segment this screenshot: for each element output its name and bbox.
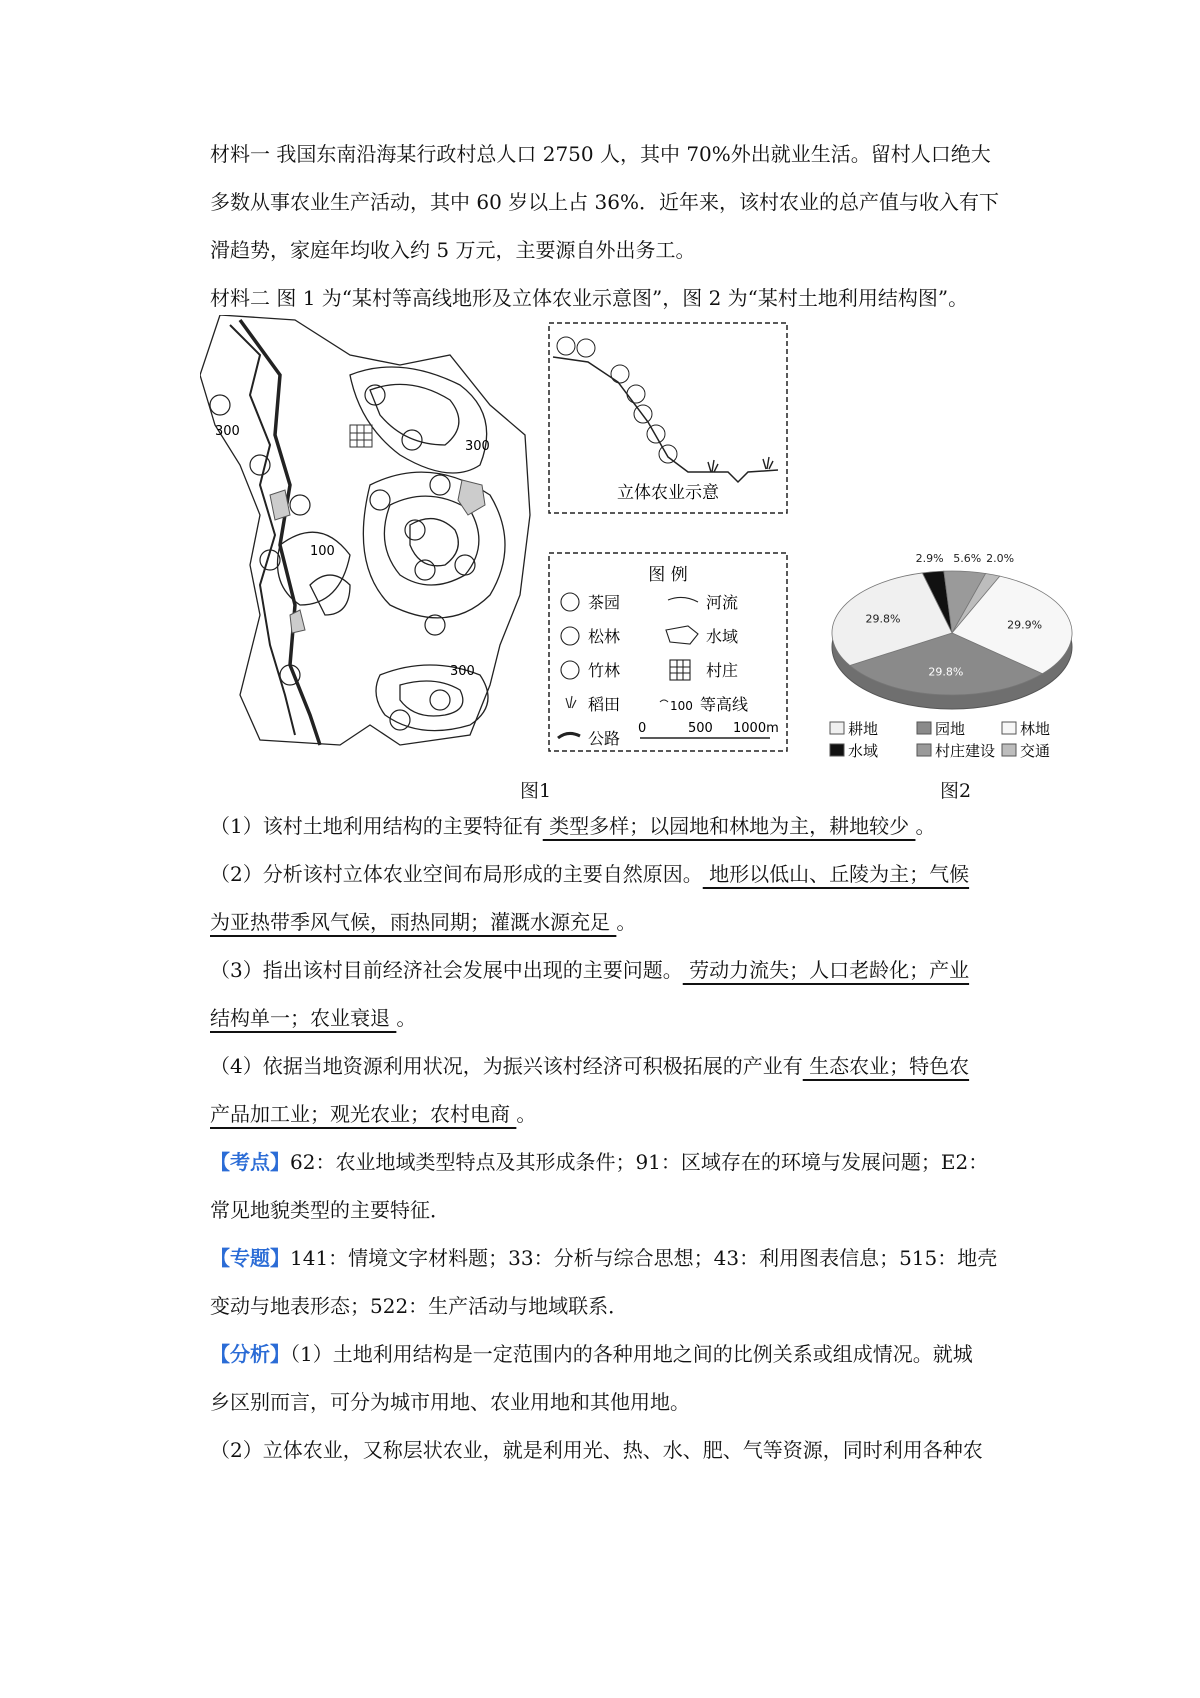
contour-label: 300: [215, 424, 240, 439]
material2-line1: 材料二 图 1 为“某村等高线地形及立体农业示意图”，图 2 为“某村土地利用结构图”。: [210, 286, 969, 310]
contour-label: 100: [310, 544, 335, 559]
pie-data-label: 29.8%: [865, 612, 901, 626]
pie-legend-swatch: [917, 744, 931, 756]
figure2-pie-chart: [822, 548, 1082, 778]
scale-label: 1000m: [733, 721, 779, 736]
material1-line3: 滑趋势，家庭年均收入约 5 万元，主要源自外出务工。: [210, 238, 696, 262]
legend-label: 河流: [706, 593, 739, 612]
kaodian-line2: 常见地貌类型的主要特征．: [210, 1198, 450, 1222]
pie-data-label: 5.6%: [953, 552, 982, 565]
pie-legend-label: 村庄建设: [935, 742, 996, 760]
pie-legend-label: 耕地: [848, 720, 879, 738]
fenxi-tag: 【分析】: [210, 1342, 290, 1366]
river-icon: [668, 597, 698, 602]
bamboo-forest-icon: [561, 661, 579, 679]
figure1-legend: [548, 552, 788, 752]
pie-legend-swatch: [830, 722, 844, 734]
question-2-line2: [210, 898, 1030, 946]
fenxi-line2: 乡区别而言，可分为城市用地、农业用地和其他用地。: [210, 1390, 690, 1414]
zhuanti-line1: [210, 1234, 1030, 1282]
figure1-profile: [548, 322, 788, 514]
legend-label: 竹林: [588, 661, 621, 680]
q3-end: 。: [396, 1006, 417, 1030]
tea-garden-icon: [561, 593, 579, 611]
legend-title: 图 例: [648, 565, 688, 585]
zhuanti-tag: 【专题】: [210, 1246, 290, 1270]
zhuanti-text: 141：情境文字材料题；33：分析与综合思想；43：利用图表信息；515：地壳: [290, 1246, 998, 1270]
question-3-line2: [210, 994, 1030, 1042]
question-4-line1: [210, 1042, 1030, 1090]
figure1-contour-map: [200, 315, 540, 755]
road-icon: [558, 733, 580, 738]
q4-prompt: （4）依据当地资源利用状况，为振兴该村经济可积极拓展的产业有: [210, 1054, 803, 1078]
pie-data-label: 29.9%: [1007, 618, 1043, 632]
legend-label: 公路: [588, 729, 621, 748]
fenxi-text: （1）土地利用结构是一定范围内的各种用地之间的比例关系或组成情况。就城: [290, 1342, 973, 1366]
scale-label: 500: [688, 721, 713, 736]
pie-legend-swatch: [1002, 722, 1016, 734]
contour-line-icon: [660, 700, 668, 702]
pie-data-label: 29.8%: [928, 665, 964, 679]
rice-field-icon: [566, 696, 576, 708]
pie-legend-label: 交通: [1020, 742, 1051, 760]
q4-end: 。: [516, 1102, 537, 1126]
pine-forest-icon: [561, 627, 579, 645]
pie-legend-swatch: [1002, 744, 1016, 756]
question-3-line1: [210, 946, 1030, 994]
contour-prefix: 100: [670, 699, 693, 713]
figure1-caption: 图1: [520, 780, 552, 802]
pie-legend-swatch: [830, 744, 844, 756]
legend-label: 茶园: [588, 593, 621, 612]
q2-end: 。: [616, 910, 637, 934]
village-icon: [670, 660, 690, 680]
q4-answer-part2: 产品加工业；观光农业；农村电商: [210, 1102, 517, 1126]
q3-prompt: （3）指出该村目前经济社会发展中出现的主要问题。: [210, 958, 683, 982]
profile-caption: 立体农业示意: [617, 483, 719, 503]
q2-prompt: （2）分析该村立体农业空间布局形成的主要自然原因。: [210, 862, 703, 886]
fenxi-line1: [210, 1330, 1030, 1378]
legend-label: 村庄: [706, 661, 739, 680]
question-1: [210, 802, 1030, 850]
kaodian-text: 62：农业地域类型特点及其形成条件；91：区域存在的环境与发展问题；E2：: [290, 1150, 989, 1174]
fenxi-line3: （2）立体农业，又称层状农业，就是利用光、热、水、肥、气等资源，同时利用各种农: [210, 1438, 983, 1462]
contour-label: 300: [465, 439, 490, 454]
pie-legend-swatch: [917, 722, 931, 734]
legend-label: 水域: [706, 627, 739, 646]
q1-answer: 类型多样；以园地和林地为主，耕地较少: [542, 814, 916, 838]
q2-answer-part2: 为亚热带季风气候，雨热同期；灌溉水源充足: [210, 910, 617, 934]
kaodian-tag: 【考点】: [210, 1150, 290, 1174]
legend-label: 稻田: [588, 695, 621, 714]
q2-answer-part1: 地形以低山、丘陵为主；气候: [702, 862, 970, 886]
q3-answer-part2: 结构单一；农业衰退: [210, 1006, 397, 1030]
question-4-line2: [210, 1090, 1030, 1138]
scale-label: 0: [638, 721, 647, 736]
zhuanti-line2: 变动与地表形态；522：生产活动与地域联系．: [210, 1294, 629, 1318]
q4-answer-part1: 生态农业；特色农: [802, 1054, 970, 1078]
legend-label: 松林: [588, 627, 621, 646]
pie-legend-label: 园地: [935, 720, 966, 738]
contour-label: 300: [450, 664, 475, 679]
pie-data-label: 2.9%: [915, 552, 944, 565]
q1-prompt: （1）该村土地利用结构的主要特征有: [210, 814, 543, 838]
figure2-caption: 图2: [940, 780, 972, 802]
legend-label: 等高线: [700, 695, 749, 714]
kaodian-line1: [210, 1138, 1030, 1186]
pie-data-label: 2.0%: [986, 552, 1015, 565]
material1-line1: 材料一 我国东南沿海某行政村总人口 2750 人，其中 70%外出就业生活。留村人口绝大: [210, 142, 991, 166]
q1-end: 。: [915, 814, 936, 838]
water-area-icon: [666, 626, 698, 644]
pie-legend-label: 林地: [1020, 720, 1051, 738]
material1-line2: 多数从事农业生产活动，其中 60 岁以上占 36%．近年来，该村农业的总产值与收入有下: [210, 190, 999, 214]
q3-answer-part1: 劳动力流失；人口老龄化；产业: [682, 958, 970, 982]
question-2-line1: [210, 850, 1030, 898]
pie-legend-label: 水域: [848, 742, 879, 760]
